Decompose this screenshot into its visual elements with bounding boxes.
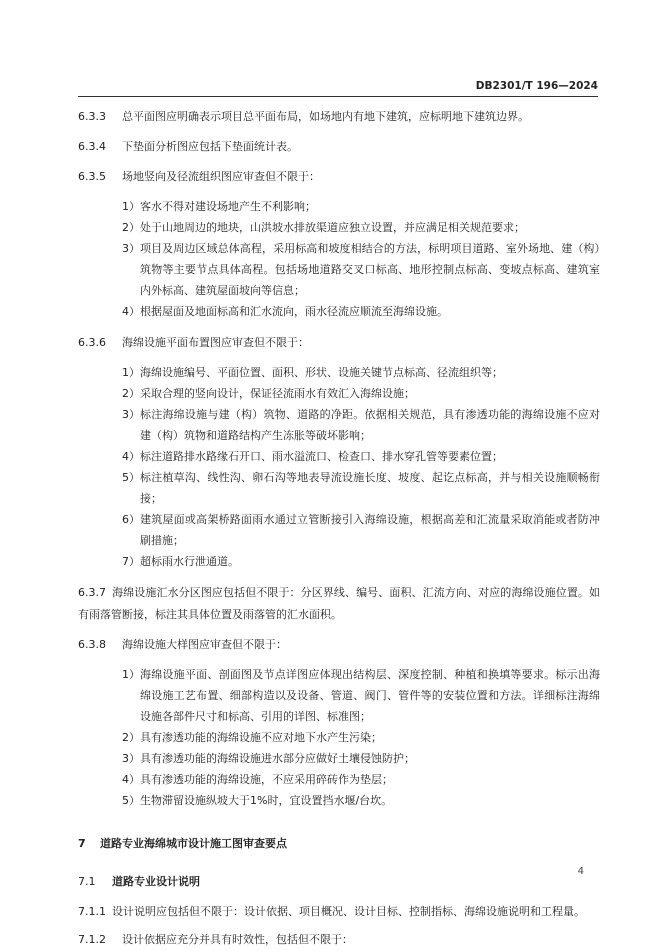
clause-text: 设计依据应充分并具有时效性，包括但不限于： xyxy=(122,933,353,946)
section-title: 道路专业海绵城市设计施工图审查要点 xyxy=(100,837,287,850)
list-item: 3） 标注海绵设施与建（构）筑物、道路的净距。依据相关规范，具有渗透功能的海绵设施不应对建（构）筑物和道路结构产生冻胀等破坏影响； xyxy=(122,408,600,442)
clause-6-3-3 xyxy=(78,106,600,128)
list-item: 7） 超标雨水行泄通道。 xyxy=(122,555,239,568)
section-7-1-heading xyxy=(78,871,600,893)
clause-text: 海绵设施平面布置图应审查但不限于： xyxy=(122,336,309,349)
section-number: 7 xyxy=(78,837,86,850)
clause-6-3-7 xyxy=(78,582,600,626)
clause-text: 海绵设施汇水分区图应包括但不限于：分区界线、编号、面积、汇流方向、对应的海绵设施位置。如有雨落管断接，标注其具体位置及雨落管的汇水面积。 xyxy=(78,586,600,621)
clause-number: 7.1.2 xyxy=(78,933,106,946)
list-item: 1） 海绵设施编号、平面位置、面积、形状、设施关键节点标高、径流组织等； xyxy=(122,366,503,379)
clause-7-1-2 xyxy=(78,929,600,951)
clause-number: 6.3.4 xyxy=(78,140,106,153)
clause-number: 7.1.1 xyxy=(78,905,106,918)
list-item: 4） 具有渗透功能的海绵设施，不应采用碎砖作为垫层； xyxy=(122,773,393,786)
section-7-heading xyxy=(78,833,600,855)
clause-text: 总平面图应明确表示项目总平面布局，如场地内有地下建筑，应标明地下建筑边界。 xyxy=(122,110,529,123)
standard-code: DB2301/T 196—2024 xyxy=(475,80,598,92)
list-item: 2） 处于山地周边的地块，山洪坡水排放渠道应独立设置，并应满足相关规范要求； xyxy=(122,221,525,234)
clause-6-3-5 xyxy=(78,166,600,188)
clause-number: 6.3.3 xyxy=(78,110,106,123)
page-content xyxy=(78,104,600,951)
list-item: 6） 建筑屋面或高架桥路面雨水通过立管断接引入海绵设施，根据高差和汇流量采取消能或者防冲刷措施； xyxy=(122,513,600,547)
header-divider xyxy=(78,96,598,97)
clause-number: 6.3.7 xyxy=(78,586,106,599)
list-item: 5） 标注植草沟、线性沟、卵石沟等地表导流设施长度、坡度、起讫点标高，并与相关设施顺畅衔接； xyxy=(122,471,600,505)
clause-6-3-8-list xyxy=(122,664,600,811)
clause-number: 6.3.6 xyxy=(78,336,106,349)
list-item: 1） 海绵设施平面、剖面图及节点详图应体现出结构层、深度控制、种植和换填等要求。标示出海绵设施工艺布置、细部构造以及设备、管道、阀门、管件等的安装位置和方法。详细标注海绵设施各部件尺寸和标高、引用的详图、标准图； xyxy=(122,668,600,723)
section-title: 道路专业设计说明 xyxy=(112,875,200,888)
list-item: 5） 生物滞留设施纵坡大于1%时，宜设置挡水堰/台坎。 xyxy=(122,794,393,807)
clause-6-3-6 xyxy=(78,332,600,354)
list-item: 1） 客水不得对建设场地产生不利影响； xyxy=(122,200,316,213)
clause-6-3-8 xyxy=(78,634,600,656)
list-item: 2） 采取合理的竖向设计，保证径流雨水有效汇入海绵设施； xyxy=(122,387,415,400)
page-number: 4 xyxy=(577,866,584,877)
clause-6-3-4 xyxy=(78,136,600,158)
clause-7-1-1 xyxy=(78,901,600,923)
clause-6-3-6-list xyxy=(122,362,600,572)
section-number: 7.1 xyxy=(78,875,96,888)
list-item: 4） 标注道路排水路缘石开口、雨水溢流口、检查口、排水穿孔管等要素位置； xyxy=(122,450,503,463)
list-item: 3） 具有渗透功能的海绵设施进水部分应做好土壤侵蚀防护； xyxy=(122,752,415,765)
clause-6-3-5-list xyxy=(122,196,600,322)
clause-number: 6.3.8 xyxy=(78,638,106,651)
list-item: 3） 项目及周边区域总体高程，采用标高和坡度相结合的方法，标明项目道路、室外场地、建（构）筑物等主要节点具体高程。包括场地道路交叉口标高、地形控制点标高、变坡点标高、建筑室内外标高、建筑屋面坡向等信息； xyxy=(122,242,600,297)
clause-number: 6.3.5 xyxy=(78,170,106,183)
clause-text: 设计说明应包括但不限于：设计依据、项目概况、设计目标、控制指标、海绵设施说明和工程量。 xyxy=(112,905,585,918)
list-item: 4） 根据屋面及地面标高和汇水流向，雨水径流应顺流至海绵设施。 xyxy=(122,305,448,318)
clause-text: 场地竖向及径流组织图应审查但不限于： xyxy=(122,170,320,183)
list-item: 2） 具有渗透功能的海绵设施不应对地下水产生污染； xyxy=(122,731,382,744)
clause-text: 下垫面分析图应包括下垫面统计表。 xyxy=(122,140,298,153)
clause-text: 海绵设施大样图应审查但不限于： xyxy=(122,638,287,651)
